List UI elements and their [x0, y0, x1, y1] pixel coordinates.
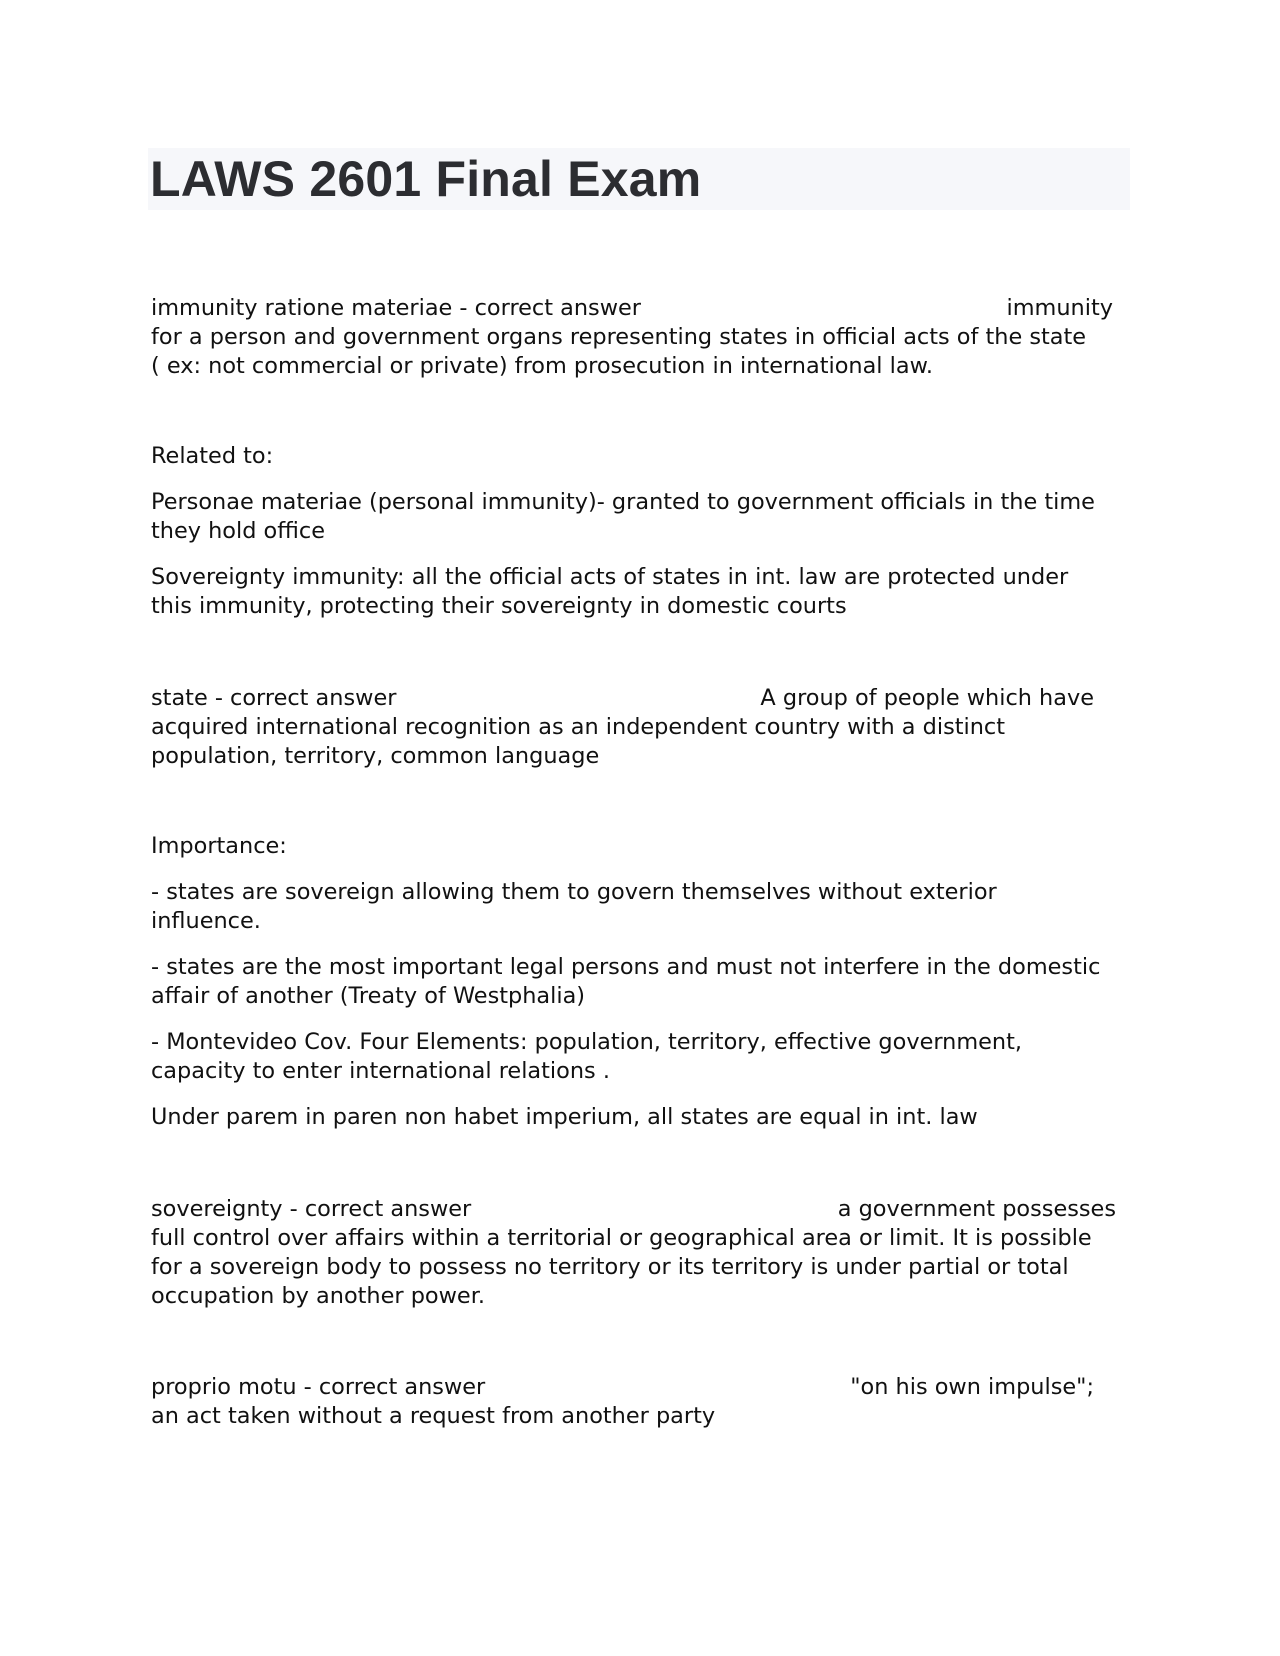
entry-answer-line: full control over affairs within a territorial or geographical area or limit. It is possible — [151, 1225, 1092, 1251]
entry-note-line: influence. — [151, 908, 261, 934]
entry-term: proprio motu - correct answer — [151, 1374, 486, 1400]
entry-note-line: this immunity, protecting their sovereignty in domestic courts — [151, 593, 847, 619]
entry-term-line — [151, 1195, 1116, 1224]
entry-term: sovereignty - correct answer — [151, 1196, 472, 1222]
entry-term: immunity ratione materiae - correct answer — [151, 295, 642, 321]
entry-answer-start: A group of people which have — [760, 685, 1094, 711]
entry-note-heading: Importance: — [151, 833, 287, 859]
entry-answer-line: an act taken without a request from another party — [151, 1403, 716, 1429]
entry-term-line — [151, 1373, 1094, 1402]
entry-note-line: Personae materiae (personal immunity)- granted to government officials in the time — [151, 489, 1095, 515]
entry-answer-line: for a sovereign body to possess no territory or its territory is under partial or total — [151, 1254, 1069, 1280]
entry-note-line: affair of another (Treaty of Westphalia) — [151, 983, 586, 1009]
entry-note-line: capacity to enter international relations . — [151, 1058, 610, 1084]
entry-answer-start: "on his own impulse"; — [850, 1374, 1094, 1400]
entry-note-line: Under parem in paren non habet imperium, all states are equal in int. law — [151, 1104, 978, 1130]
entry-answer-line: occupation by another power. — [151, 1283, 485, 1309]
entry-note-line: - states are sovereign allowing them to govern themselves without exterior — [151, 879, 997, 905]
entry-note-line: they hold office — [151, 518, 325, 544]
entry-answer-line: acquired international recognition as an independent country with a distinct — [151, 714, 1006, 740]
entry-answer-start: immunity — [1006, 295, 1113, 321]
entry-term-line — [151, 294, 1113, 323]
entry-note-heading: Related to: — [151, 443, 274, 469]
entry-note-line: - states are the most important legal persons and must not interfere in the domestic — [151, 954, 1101, 980]
entry-answer-start: a government possesses — [837, 1196, 1116, 1222]
entry-answer-line: for a person and government organs representing states in official acts of the state — [151, 324, 1087, 350]
entry-answer-line: population, territory, common language — [151, 743, 600, 769]
entry-term-line — [151, 684, 1094, 713]
document-title: LAWS 2601 Final Exam — [150, 151, 702, 207]
entry-answer-line: ( ex: not commercial or private) from prosecution in international law. — [151, 353, 933, 379]
entry-note-line: Sovereignty immunity: all the official acts of states in int. law are protected under — [151, 564, 1069, 590]
entry-note-line: - Montevideo Cov. Four Elements: population, territory, effective government, — [151, 1029, 1023, 1055]
entry-term: state - correct answer — [151, 685, 397, 711]
